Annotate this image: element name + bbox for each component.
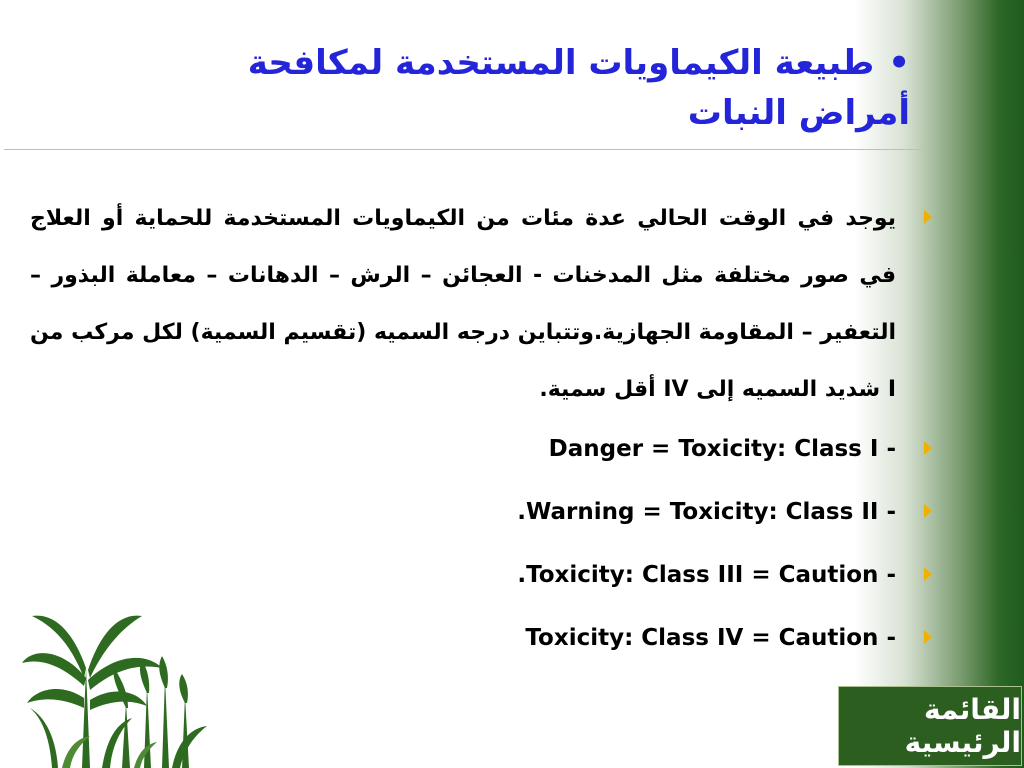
list-item-text: - Toxicity: Class III = Caution.: [517, 562, 896, 588]
list-item-text: - Danger = Toxicity: Class I: [548, 436, 896, 462]
arrow-bullet-icon: [924, 630, 932, 644]
list-item-class-1: [30, 418, 920, 481]
main-menu-button[interactable]: [838, 686, 1022, 766]
plants-illustration: [22, 608, 212, 768]
title-text: طبيعة الكيماويات المستخدمة لمكافحة أمراض النبات: [247, 43, 910, 133]
arrow-bullet-icon: [924, 441, 932, 455]
list-item-class-3: [30, 544, 920, 607]
slide-body: [30, 190, 920, 670]
list-item-text: - Warning = Toxicity: Class II.: [517, 499, 896, 525]
slide-title: [140, 38, 910, 138]
list-item-text: يوجد في الوقت الحالي عدة مئات من الكيماويات المستخدمة للحماية أو العلاج في صور مختلفة مثل المدخنات - العجائن – الرش – الدهانات – معاملة البذور – التعفير – المقاومة الجهازية.وتتباين درجه السميه (تقسيم السمية) لكل مركب من I شديد السميه إلى IV أقل سمية.: [30, 206, 896, 402]
list-item-intro: [30, 190, 920, 418]
arrow-bullet-icon: [924, 504, 932, 518]
arrow-bullet-icon: [924, 567, 932, 581]
arrow-bullet-icon: [924, 210, 932, 224]
title-bullet: •: [888, 43, 910, 83]
list-item-class-2: [30, 481, 920, 544]
title-divider: [4, 149, 922, 150]
list-item-text: - Toxicity: Class IV = Caution: [525, 625, 896, 651]
main-menu-label[interactable]: القائمة الرئيسية: [904, 693, 1021, 759]
